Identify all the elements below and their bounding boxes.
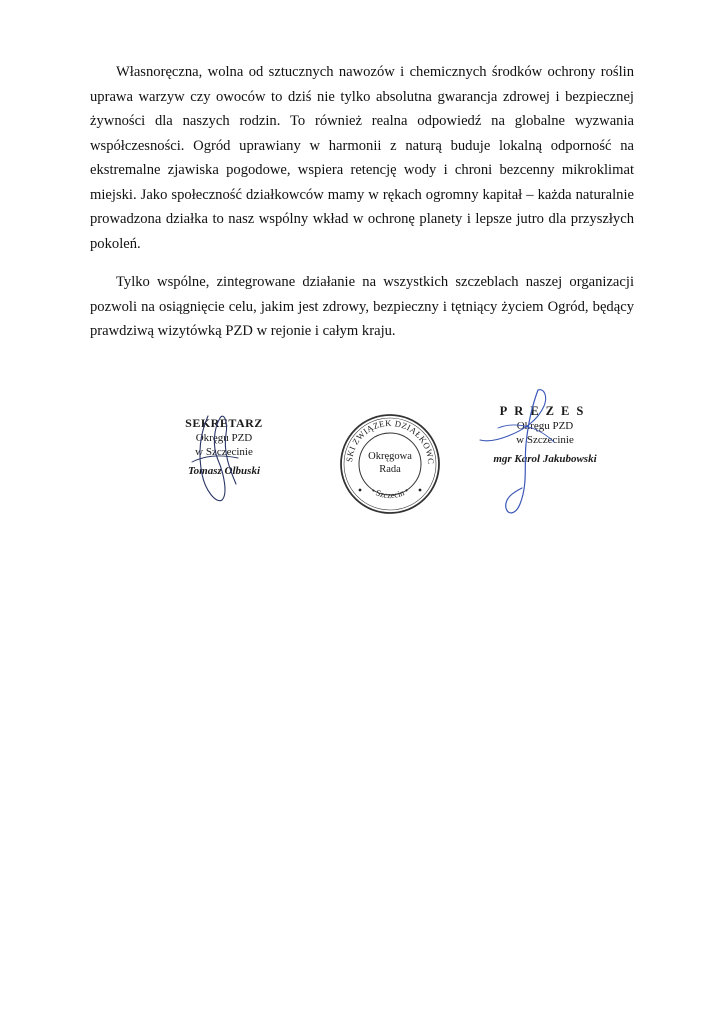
president-city: w Szczecinie: [516, 434, 574, 446]
president-name: mgr Karol Jakubowski: [493, 453, 597, 465]
president-title: PREZES: [499, 404, 591, 418]
stamp-center-line2: Rada: [379, 464, 401, 475]
secretary-org: Okręgu PZD: [195, 432, 253, 444]
stamp-center-text: [338, 450, 442, 476]
body-text: [90, 60, 634, 358]
stamp-center-line1: Okręgowa: [368, 451, 412, 462]
paragraph-1: Własnoręczna, wolna od sztucznych nawozów i chemicznych środków ochrony roślin uprawa warzyw czy owoców to dziś nie tylko absolutna gwarancja zdrowej i bezpiecznej żywności dla naszych rodzin. To również realna odpowiedź na globalne wyzwania współczesności. Ogród uprawiany w harmonii z naturą buduje lokalną odporność na ekstremalne zjawiska pogodowe, wspiera retencję wody i chroni bezcenny mikroklimat miejski. Jako społeczność działkowców mamy w rękach ogromny kapitał – każda naturalnie prowadzona działka to nasz wspólny wkład w ochronę planety i lepsze jutro dla przyszłych pokoleń.: [90, 64, 634, 252]
secretary-name: Tomasz Olbuski: [187, 465, 261, 477]
stamp-bottom-text: • Szczecin •: [369, 485, 411, 501]
organization-stamp: [338, 412, 442, 516]
secretary-signature-block: [168, 416, 280, 477]
president-org: Okręgu PZD: [516, 420, 574, 432]
president-signature-block: [470, 404, 620, 465]
secretary-title: SEKRETARZ: [185, 416, 263, 430]
paragraph-2: Tylko wspólne, zintegrowane działanie na wszystkich szczeblach naszej organizacji pozwoli na osiągnięcie celu, jakim jest zdrowy, bezpieczny i tętniący życiem Ogród, będący prawdziwą wizytówką PZD w rejonie i całym kraju.: [90, 274, 634, 339]
secretary-city: w Szczecinie: [195, 446, 253, 458]
stamp-ring-text: SKI ZWIĄZEK DZIAŁKOWC: [344, 417, 437, 465]
